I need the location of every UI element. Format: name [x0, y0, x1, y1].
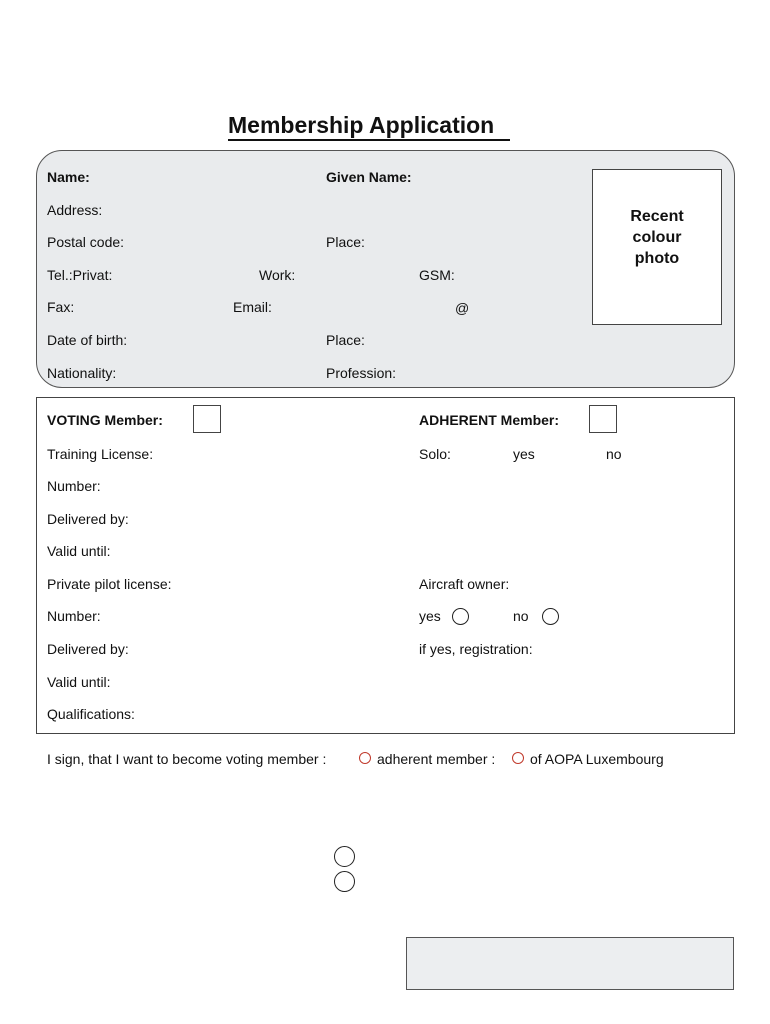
owner-yes-label: yes: [419, 608, 441, 624]
pilot-valid-until-label: Valid until:: [47, 674, 111, 690]
fax-label: Fax:: [47, 299, 75, 315]
nationality-label: Nationality:: [47, 365, 117, 381]
training-license-label: Training License:: [47, 446, 154, 462]
training-delivered-by-label: Delivered by:: [47, 511, 129, 527]
aircraft-owner-label: Aircraft owner:: [419, 576, 510, 592]
photo-label: Recent colour photo: [630, 207, 684, 267]
option-radio-2[interactable]: [334, 871, 355, 892]
email-label: Email:: [233, 299, 272, 315]
date-of-birth-label: Date of birth:: [47, 332, 128, 348]
registration-label: if yes, registration:: [419, 641, 533, 657]
training-number-label: Number:: [47, 478, 101, 494]
solo-no-label: no: [606, 446, 622, 462]
declaration-text-2: adherent member :: [377, 751, 496, 767]
training-valid-until-label: Valid until:: [47, 543, 111, 559]
owner-yes-radio[interactable]: [452, 608, 469, 625]
given-name-label: Given Name:: [326, 169, 412, 185]
address-label: Address:: [47, 202, 103, 218]
adherent-member-radio[interactable]: [512, 752, 524, 764]
adherent-member-checkbox[interactable]: [589, 405, 617, 433]
adherent-member-label: ADHERENT Member:: [419, 412, 560, 428]
owner-no-radio[interactable]: [542, 608, 559, 625]
pilot-delivered-by-label: Delivered by:: [47, 641, 129, 657]
name-label: Name:: [47, 169, 90, 185]
solo-label: Solo:: [419, 446, 451, 462]
voting-member-label: VOTING Member:: [47, 412, 163, 428]
declaration-text-3: of AOPA Luxembourg: [530, 751, 664, 767]
voting-member-radio[interactable]: [359, 752, 371, 764]
tel-private-label: Tel.:Privat:: [47, 267, 113, 283]
page-title: Membership Application: [228, 112, 510, 141]
birth-place-label: Place:: [326, 332, 365, 348]
place-label: Place:: [326, 234, 365, 250]
signature-field[interactable]: [406, 937, 734, 990]
postal-code-label: Postal code:: [47, 234, 125, 250]
option-radio-1[interactable]: [334, 846, 355, 867]
private-pilot-license-label: Private pilot license:: [47, 576, 172, 592]
work-label: Work:: [259, 267, 296, 283]
qualifications-label: Qualifications:: [47, 706, 135, 722]
profession-label: Profession:: [326, 365, 397, 381]
at-sign: @: [455, 300, 470, 316]
gsm-label: GSM:: [419, 267, 455, 283]
solo-yes-label: yes: [513, 446, 535, 462]
owner-no-label: no: [513, 608, 529, 624]
voting-member-checkbox[interactable]: [193, 405, 221, 433]
declaration-text-1: I sign, that I want to become voting member :: [47, 751, 327, 767]
photo-placeholder[interactable]: [592, 169, 722, 325]
pilot-number-label: Number:: [47, 608, 101, 624]
